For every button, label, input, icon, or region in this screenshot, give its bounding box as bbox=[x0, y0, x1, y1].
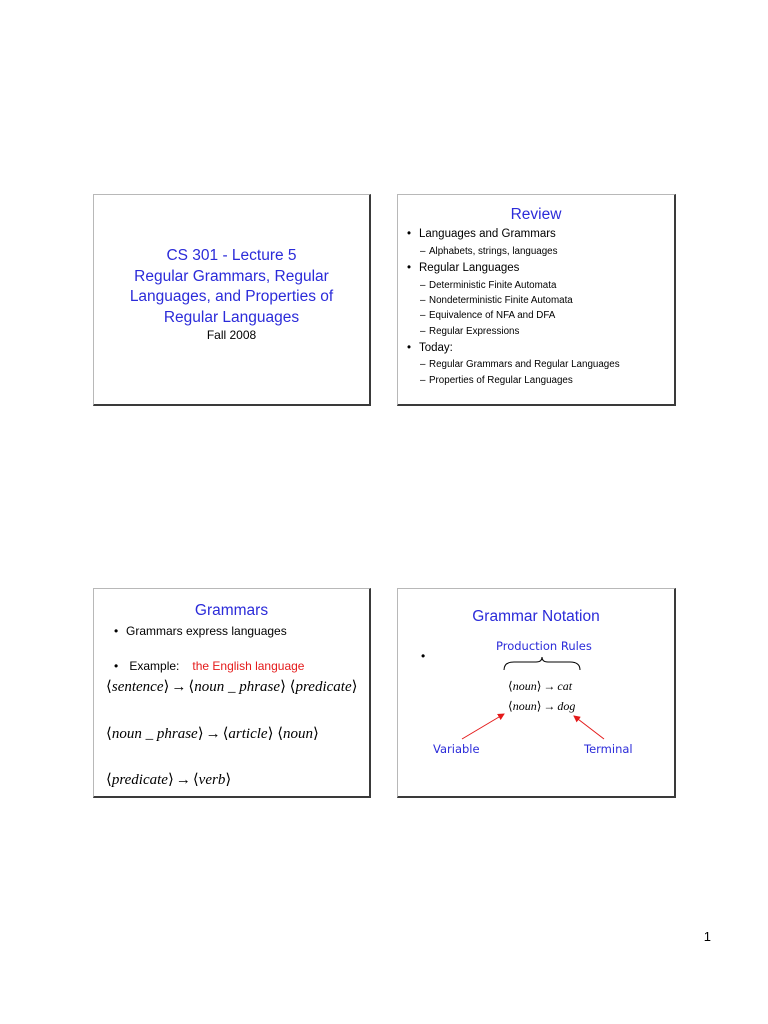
rule3-lhs: predicate bbox=[111, 772, 168, 788]
variable-label: Variable bbox=[433, 742, 480, 756]
bullet-example bbox=[114, 659, 304, 673]
production-rules-label: Production Rules bbox=[496, 639, 592, 653]
rule1-rhs2: predicate bbox=[295, 679, 352, 695]
rule1-lhs: sentence bbox=[111, 679, 164, 695]
title-line-3: Languages, and Properties of bbox=[129, 288, 334, 305]
bullet-grammars-express: • Grammars express languages bbox=[114, 624, 287, 638]
bullet-today: • Today: bbox=[407, 342, 453, 354]
slide-2-title: Review bbox=[510, 206, 562, 223]
sub-bullet-regular-grammars: – Regular Grammars and Regular Languages bbox=[420, 359, 620, 370]
sub-bullet-dfa: – Deterministic Finite Automata bbox=[420, 280, 556, 291]
slide-grammar-notation bbox=[397, 588, 676, 798]
rule-sentence: ⟨sentence⟩ → ⟨noun _ phrase⟩ ⟨predicate⟩ bbox=[106, 679, 358, 695]
sub-bullet-properties: – Properties of Regular Languages bbox=[420, 375, 573, 386]
notation-rule2-lhs: noun bbox=[512, 699, 537, 713]
title-line-4: Regular Languages bbox=[163, 308, 300, 326]
title-line-1: CS 301 - Lecture 5 bbox=[166, 247, 297, 264]
slide-title bbox=[93, 194, 371, 406]
slide-3-title: Grammars bbox=[194, 602, 269, 619]
terminal-label: Terminal bbox=[584, 742, 633, 756]
rule-predicate: ⟨predicate⟩ → ⟨verb⟩ bbox=[106, 772, 232, 788]
variable-arrow-icon bbox=[462, 714, 504, 739]
sub-bullet-alphabets: – Alphabets, strings, languages bbox=[420, 246, 558, 257]
slide-grammars bbox=[93, 588, 371, 798]
slide-1-title bbox=[94, 246, 369, 328]
rule-noun-dog: ⟨noun⟩ → dog bbox=[508, 699, 576, 713]
slide-4-title: Grammar Notation bbox=[472, 608, 600, 625]
sub-bullet-nfa: – Nondeterministic Finite Automata bbox=[420, 295, 573, 306]
slide-review bbox=[397, 194, 676, 406]
notation-rule1-lhs: noun bbox=[512, 679, 537, 693]
rule2-rhs2: noun bbox=[283, 726, 314, 742]
rule-noun-phrase: ⟨noun _ phrase⟩ → ⟨article⟩ ⟨noun⟩ bbox=[106, 726, 319, 742]
page-number: 1 bbox=[703, 929, 711, 944]
rule3-rhs1: verb bbox=[198, 772, 226, 788]
bullet-dot: • bbox=[421, 649, 426, 663]
rule1-rhs1: noun _ phrase bbox=[194, 679, 281, 695]
rule2-lhs: noun _ phrase bbox=[111, 726, 198, 742]
sub-bullet-equivalence: – Equivalence of NFA and DFA bbox=[420, 310, 555, 321]
terminal-arrow-icon bbox=[574, 716, 604, 739]
example-label: Example: bbox=[129, 659, 180, 673]
bullet-languages-grammars: • Languages and Grammars bbox=[407, 228, 556, 240]
rule-noun-cat: ⟨noun⟩ → cat bbox=[508, 679, 573, 693]
term-label: Fall 2008 bbox=[206, 328, 257, 342]
bullet-regular-languages: • Regular Languages bbox=[407, 262, 519, 274]
notation-rule2-rhs: dog bbox=[557, 699, 576, 713]
example-value: the English language bbox=[192, 659, 305, 673]
title-line-2: Regular Grammars, Regular bbox=[134, 267, 329, 285]
rule2-rhs1: article bbox=[228, 726, 268, 742]
notation-rule1-rhs: cat bbox=[557, 679, 573, 693]
sub-bullet-regex: – Regular Expressions bbox=[420, 326, 519, 337]
annotation-arrows bbox=[398, 589, 676, 798]
